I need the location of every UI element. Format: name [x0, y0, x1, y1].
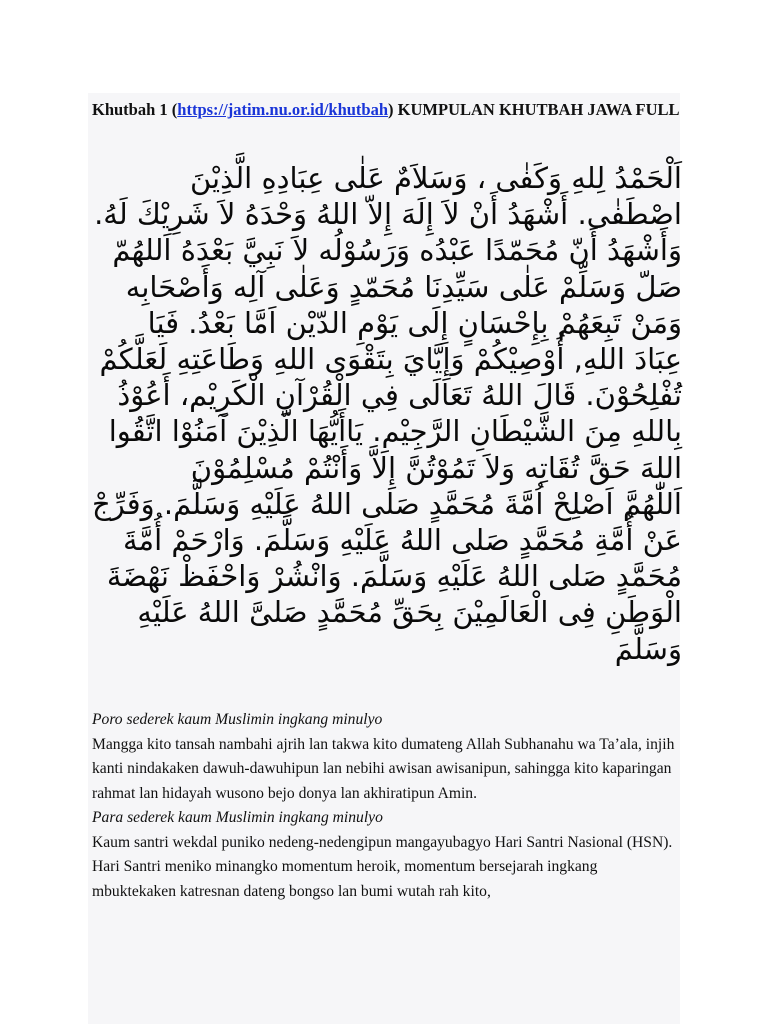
arabic-paragraph-prayer: اَللّٰهُمَّ اَصْلِحْ اُمَّةَ مُحَمَّدٍ صَلى اللهُ عَلَيْهِ وَسَلَّمَ. وَفَرِّجْ عَنْ أُمَّةِ مُحَمَّدٍ صَلى اللهُ عَلَيْهِ وَسَلَّمَ. وَارْحَمْ أُمَّةَ مُحَمَّدٍ صَلى اللهُ عَلَيْهِ وَسَلَّمَ. وَانْشُرْ وَاحْفَظْ نَهْضَةَ الْوَطَنِ فِى الْعَالَمِيْنَ بِحَقِّ مُحَمَّدٍ صَلىَّ اللهُ عَلَيْهِ وَسَلَّمَ: [92, 486, 682, 666]
title-prefix: Khutbah 1 (: [92, 100, 178, 119]
body-paragraph-1: Mangga kito tansah nambahi ajrih lan takwa kito dumateng Allah Subhanahu wa Ta’ala, injih kanti nindakaken dawuh-dawuhipun lan nebihi awisan awisanipun, sahingga kito kaparingan rahmat lan hidayah wusono bejo donya lan akhiratipun Amin.: [92, 735, 675, 802]
section-heading-1: Poro sederek kaum Muslimin ingkang minulyo: [92, 711, 383, 728]
arabic-paragraph-opening: اَلْحَمْدُ لِلهِ وَكَفٰى ، وَسَلاَمٌ عَلٰى عِبَادِهِ الَّذِيْنَ اصْطَفٰى. أَشْهَدُ أَنْ لاَ إِلَهَ إِلاّ اللهُ وَحْدَهُ لاَ شَرِيْكَ لَهُ. وَأَشْهَدُ أَنّ مُحَمّدًا عَبْدُه وَرَسُوْلُه لاَ نَبِيَّ بَعْدَهُ اَللهُمّ صَلّ وَسَلِّمْ عَلٰى سَيِّدِنَا مُحَمّدٍ وَعَلٰى آلِه وَأَصْحَابِه وَمَنْ تَبِعَهُمْ بِإِحْسَانٍ إِلَى يَوْمِ الدّيْن اَمَّا بَعْدُ. فَيَا عِبَادَ اللهِ, أُوْصِيْكُمْ وَإِيَّايَ بِتَقْوَى اللهِ وَطَاعَتِهِ لَعَلَّكُمْ تُفْلِحُوْنَ. قَالَ اللهُ تَعَالَى فِي الْقُرْآنِ الْكَرِيْم، أَعُوْذُ بِاللهِ مِنَ الشَّيْطَانِ الرَّجِيْمِ. يَاأَيُّهَا الَّذِيْنَ آمَنُوْا اتَّقُوا اللهَ حَقَّ تُقَاتِه وَلاَ تَمُوْتُنَّ إِلاَّ وَأَنْتُمْ مُسْلِمُوْنَ: [94, 161, 682, 485]
source-link[interactable]: https://jatim.nu.or.id/khutbah: [177, 100, 389, 119]
title-suffix: ) KUMPULAN KHUTBAH JAWA FULL: [388, 100, 680, 119]
document-title: [92, 96, 682, 123]
section-heading-2: Para sederek kaum Muslimin ingkang minulyo: [92, 809, 383, 826]
body-paragraph-2: Kaum santri wekdal puniko nedeng-nedengipun mangayubagyo Hari Santri Nasional (HSN). Hari Santri meniko minangko momentum heroik, momentum bersejarah ingkang mbuktekaken katresnan dateng bongso lan bumi wutah rah kito,: [92, 833, 673, 900]
body-text-block: [92, 708, 682, 904]
arabic-text-block: [92, 160, 682, 667]
